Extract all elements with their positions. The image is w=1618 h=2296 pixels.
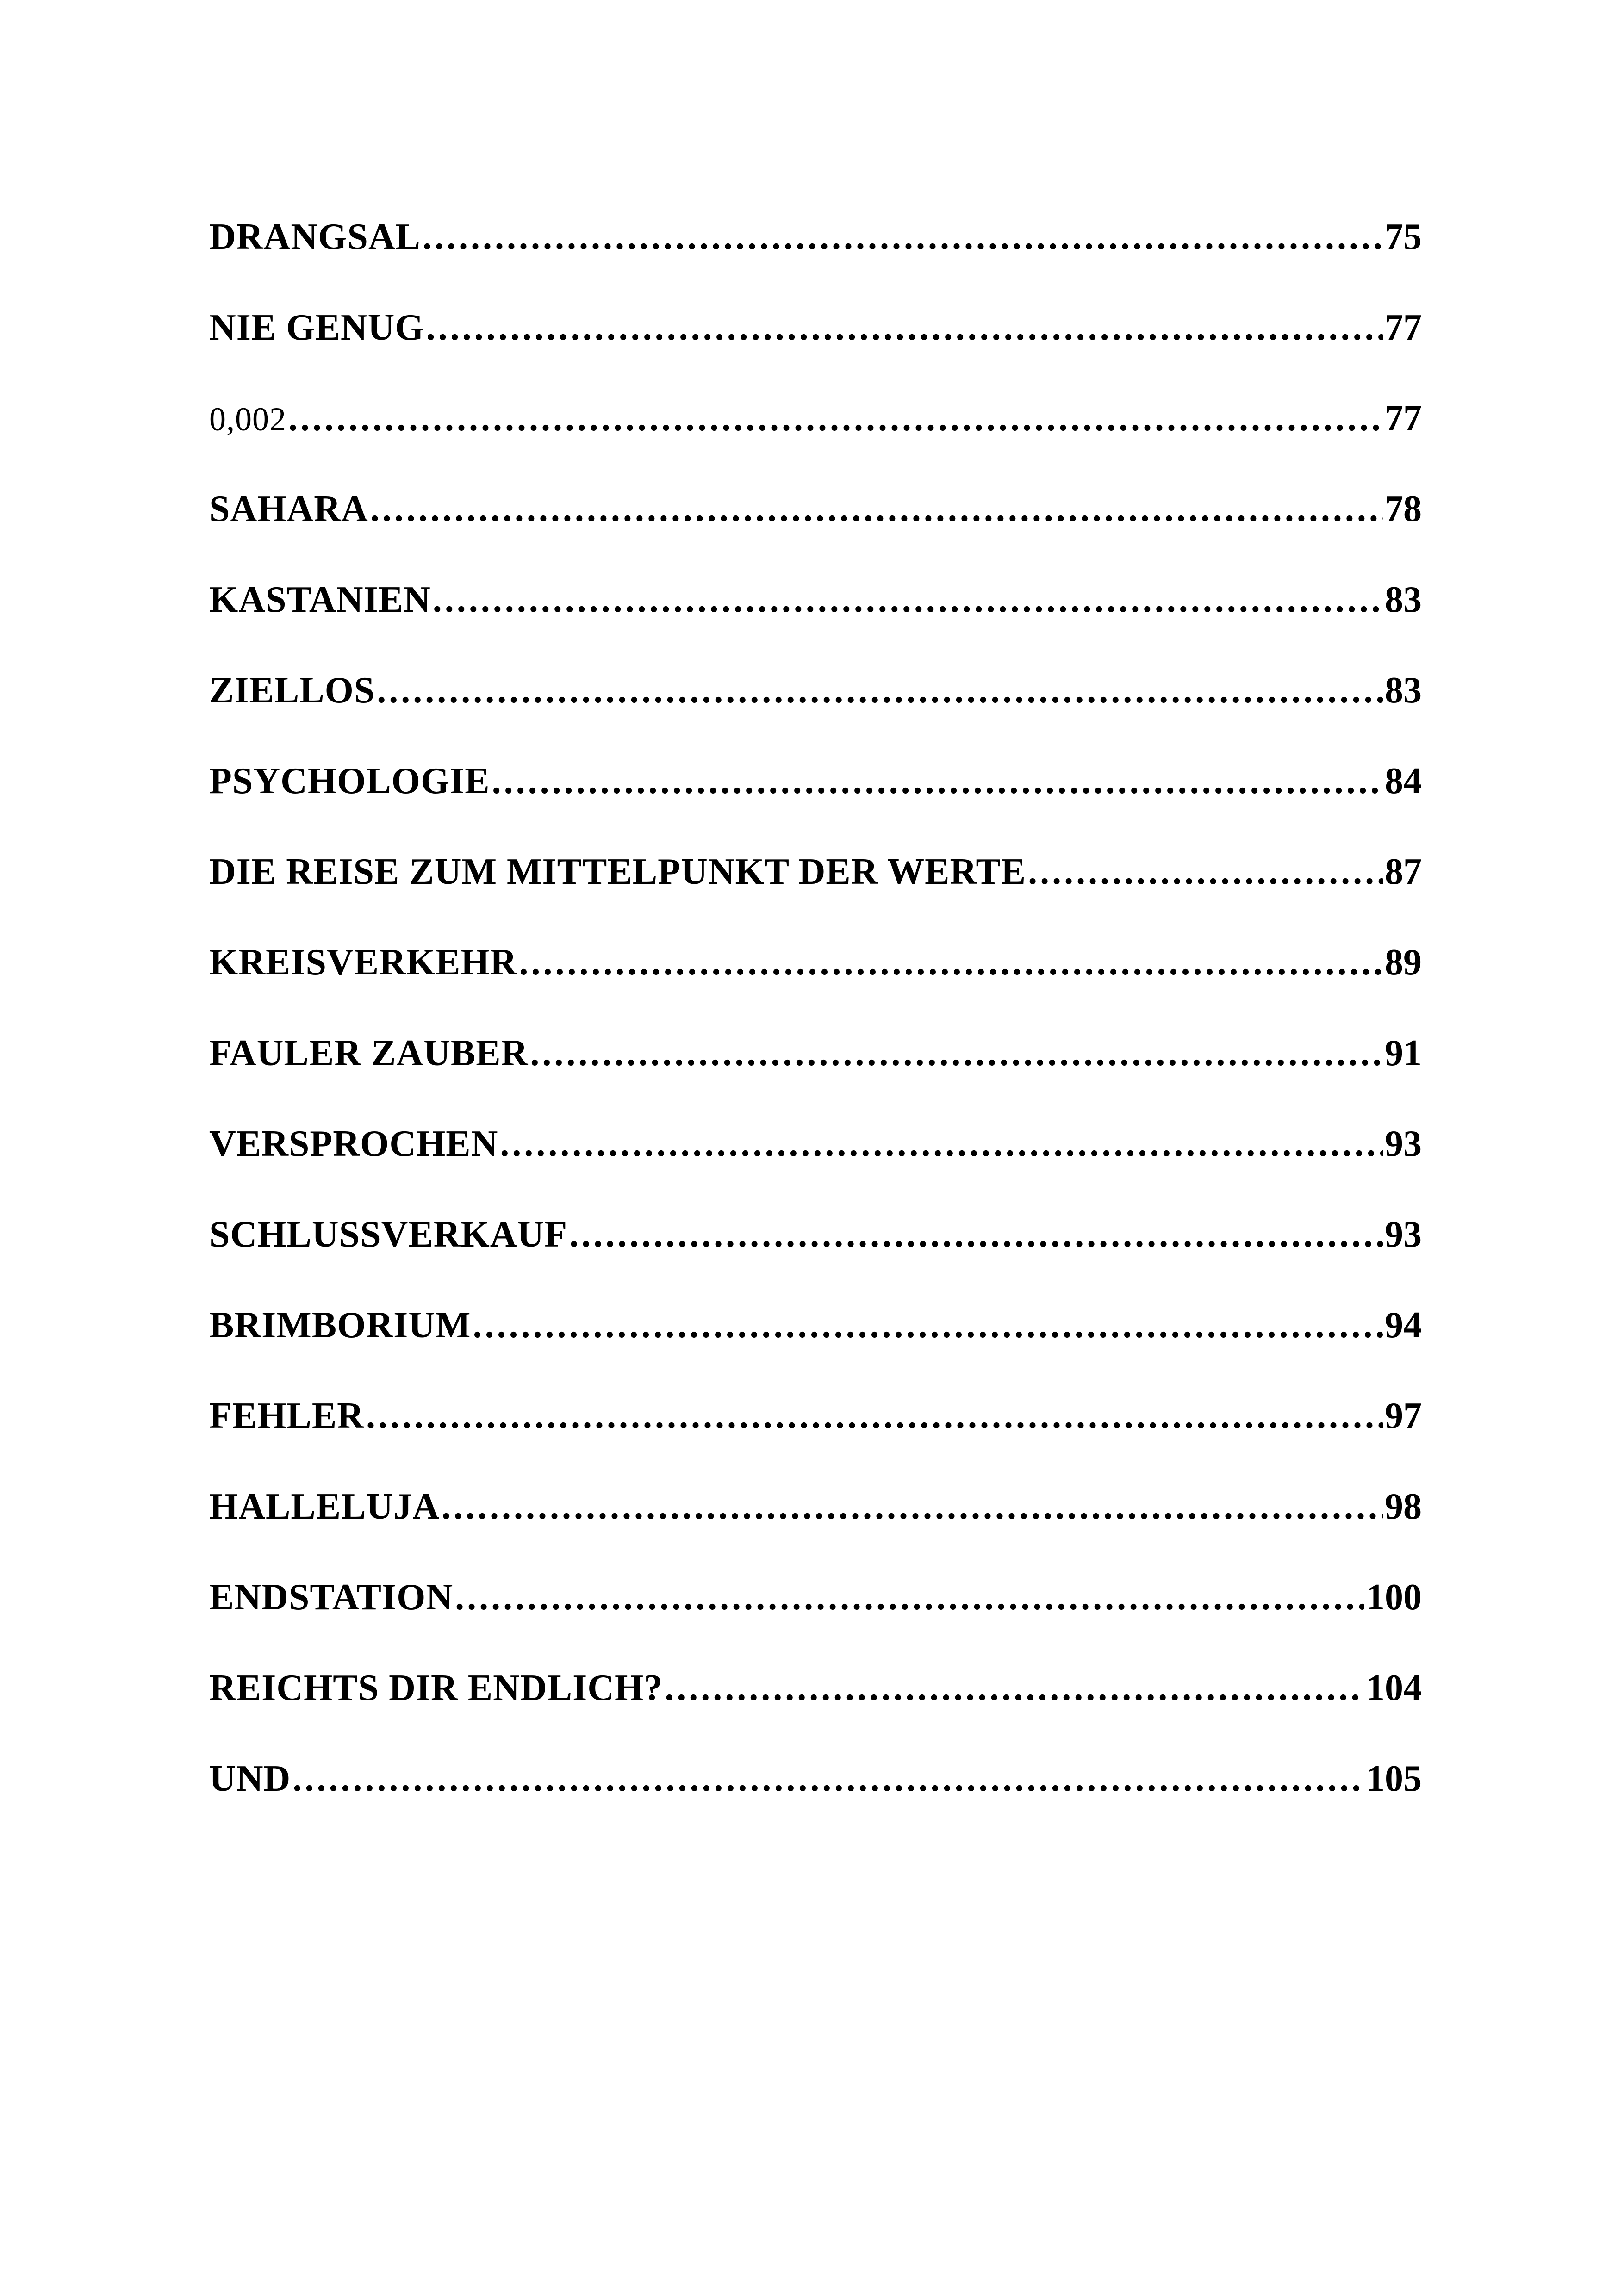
toc-entry-page-number: 83: [1385, 579, 1422, 620]
toc-entry[interactable]: [209, 1575, 1422, 1666]
toc-entry-title: FEHLER: [209, 1396, 364, 1436]
toc-entry-title: DRANGSAL: [209, 217, 421, 257]
toc-dot-leader: [1028, 850, 1383, 894]
toc-dot-leader: [377, 668, 1383, 713]
toc-entry[interactable]: [209, 215, 1422, 305]
toc-entry-title: KASTANIEN: [209, 579, 431, 620]
toc-dot-leader: [455, 1575, 1364, 1620]
toc-entry[interactable]: [209, 1212, 1422, 1303]
toc-entry-title: DIE REISE ZUM MITTELPUNKT DER WERTE: [209, 851, 1027, 892]
toc-entry-title: NIE GENUG: [209, 307, 424, 348]
toc-entry-page-number: 93: [1385, 1214, 1422, 1255]
toc-entry-title: BRIMBORIUM: [209, 1305, 471, 1346]
toc-entry-page-number: 100: [1366, 1577, 1422, 1618]
toc-dot-leader: [665, 1666, 1364, 1710]
toc-entry[interactable]: [209, 1303, 1422, 1394]
toc-entry[interactable]: [209, 1031, 1422, 1122]
toc-entry-page-number: 87: [1385, 851, 1422, 892]
toc-dot-leader: [473, 1303, 1383, 1347]
toc-entry-page-number: 93: [1385, 1123, 1422, 1164]
toc-entry-title: FAULER ZAUBER: [209, 1033, 529, 1074]
toc-dot-leader: [288, 396, 1383, 441]
toc-dot-leader: [292, 1756, 1364, 1801]
toc-dot-leader: [423, 215, 1383, 259]
toc-entry-title: REICHTS DIR ENDLICH?: [209, 1668, 663, 1708]
toc-entry-page-number: 91: [1385, 1033, 1422, 1074]
toc-dot-leader: [366, 1394, 1383, 1438]
toc-dot-leader: [492, 759, 1383, 803]
toc-entry-page-number: 77: [1385, 398, 1422, 439]
toc-entry[interactable]: [209, 1666, 1422, 1756]
toc-entry[interactable]: [209, 396, 1422, 487]
toc-entry-page-number: 78: [1385, 489, 1422, 529]
toc-entry-page-number: 97: [1385, 1396, 1422, 1436]
toc-dot-leader: [442, 1484, 1383, 1529]
toc-entry[interactable]: [209, 577, 1422, 668]
toc-entry-page-number: 105: [1366, 1758, 1422, 1799]
toc-entry-page-number: 94: [1385, 1305, 1422, 1346]
toc-entry[interactable]: [209, 850, 1422, 940]
toc-dot-leader: [370, 487, 1383, 531]
toc-dot-leader: [519, 940, 1383, 985]
toc-dot-leader: [433, 577, 1383, 622]
toc-entry-title: SAHARA: [209, 489, 368, 529]
toc-entry-title: HALLELUJA: [209, 1486, 440, 1527]
toc-entry-page-number: 75: [1385, 217, 1422, 257]
toc-entry[interactable]: [209, 1394, 1422, 1484]
toc-entry-page-number: 83: [1385, 670, 1422, 711]
toc-entry-title: SCHLUSSVERKAUF: [209, 1214, 568, 1255]
toc-entry-page-number: 104: [1366, 1668, 1422, 1708]
toc-entry-page-number: 77: [1385, 307, 1422, 348]
toc-dot-leader: [426, 305, 1383, 350]
toc-entry[interactable]: [209, 305, 1422, 396]
toc-dot-leader: [530, 1031, 1383, 1075]
toc-entry-title: UND: [209, 1758, 291, 1799]
toc-entry-page-number: 98: [1385, 1486, 1422, 1527]
toc-entry[interactable]: [209, 940, 1422, 1031]
toc-entry-title: ENDSTATION: [209, 1577, 454, 1618]
toc-entry[interactable]: [209, 1122, 1422, 1212]
toc-entry-title: KREISVERKEHR: [209, 942, 517, 983]
toc-dot-leader: [569, 1212, 1383, 1257]
toc-entry-title: ZIELLOS: [209, 670, 375, 711]
toc-entry-title: PSYCHOLOGIE: [209, 761, 490, 801]
table-of-contents: [209, 215, 1422, 1847]
toc-entry-title: 0,002: [209, 401, 286, 438]
toc-dot-leader: [500, 1122, 1383, 1166]
toc-entry[interactable]: [209, 1484, 1422, 1575]
toc-entry[interactable]: [209, 759, 1422, 850]
toc-entry-page-number: 89: [1385, 942, 1422, 983]
toc-entry-title: VERSPROCHEN: [209, 1123, 498, 1164]
toc-entry[interactable]: [209, 668, 1422, 759]
toc-entry[interactable]: [209, 1756, 1422, 1847]
toc-entry[interactable]: [209, 487, 1422, 577]
toc-entry-page-number: 84: [1385, 761, 1422, 801]
